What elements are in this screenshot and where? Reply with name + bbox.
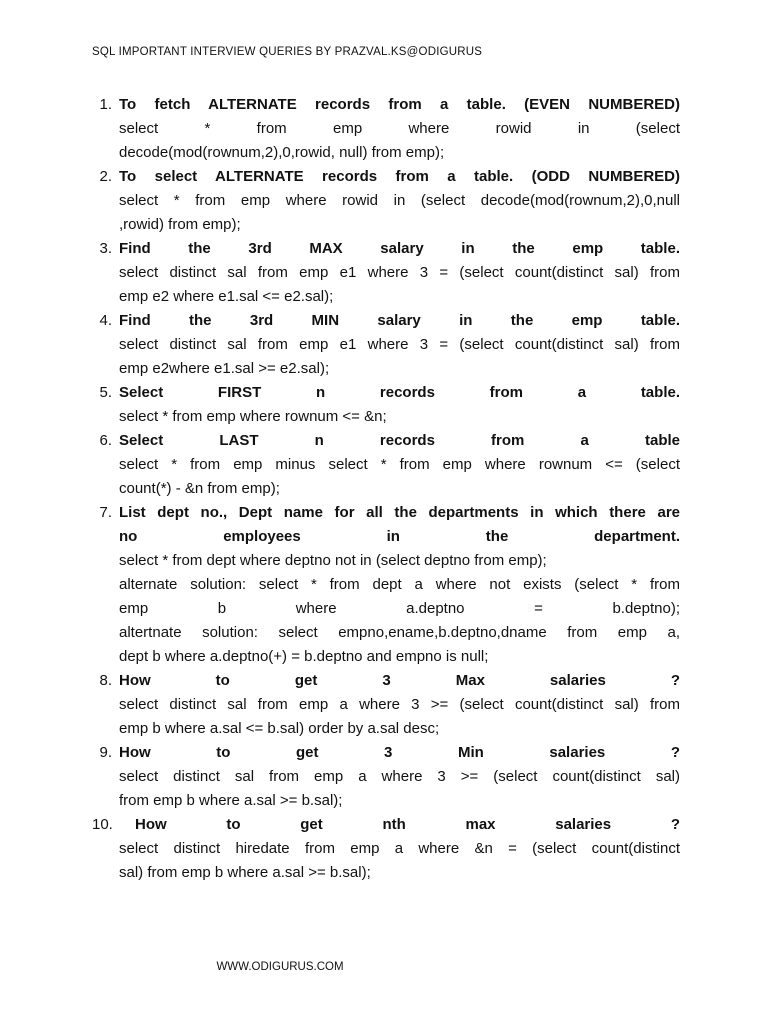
item-body-line: select distinct sal from emp e1 where 3 = (select count(distinct sal) from bbox=[119, 264, 680, 281]
item-number: 7. bbox=[99, 504, 112, 521]
list-item bbox=[92, 429, 680, 501]
item-title: Find the 3rd MIN salary in the emp table. bbox=[119, 312, 680, 329]
item-body-line: count(*) - &n from emp); bbox=[119, 480, 280, 497]
list-item bbox=[92, 381, 680, 429]
item-body-line: select distinct sal from emp a where 3 >= (select count(distinct sal) from bbox=[119, 696, 680, 713]
item-body-line: select * from dept where deptno not in (select deptno from emp); bbox=[119, 552, 547, 569]
item-body-line: ,rowid) from emp); bbox=[119, 216, 241, 233]
item-body-line: sal) from emp b where a.sal >= b.sal); bbox=[119, 864, 371, 881]
item-body-line: emp b where a.deptno = b.deptno); bbox=[119, 600, 680, 617]
item-title: Select FIRST n records from a table. bbox=[119, 384, 680, 401]
footer-website: WWW.ODIGURUS.COM bbox=[216, 961, 344, 973]
list-item bbox=[92, 501, 680, 669]
item-title: How to get nth max salaries ? bbox=[135, 816, 680, 833]
item-body-line: select distinct sal from emp a where 3 >= (select count(distinct sal) bbox=[119, 768, 680, 785]
item-body-line: select distinct sal from emp e1 where 3 = (select count(distinct sal) from bbox=[119, 336, 680, 353]
item-number: 1. bbox=[99, 96, 112, 113]
query-list bbox=[92, 93, 680, 885]
item-number: 6. bbox=[99, 432, 112, 449]
list-item bbox=[92, 669, 680, 741]
list-item bbox=[92, 237, 680, 309]
item-body-line: decode(mod(rownum,2),0,rowid, null) from emp); bbox=[119, 144, 445, 161]
item-number: 8. bbox=[99, 672, 112, 689]
item-title: Find the 3rd MAX salary in the emp table. bbox=[119, 240, 680, 257]
item-title: To fetch ALTERNATE records from a table. (EVEN NUMBERED) bbox=[119, 96, 680, 113]
list-item bbox=[92, 309, 680, 381]
item-title: How to get 3 Max salaries ? bbox=[119, 672, 680, 689]
list-item bbox=[92, 165, 680, 237]
item-body-line: emp b where a.sal <= b.sal) order by a.sal desc; bbox=[119, 720, 440, 737]
item-number: 9. bbox=[99, 744, 112, 761]
item-number: 4. bbox=[99, 312, 112, 329]
item-body-line: alternate solution: select * from dept a where not exists (select * from bbox=[119, 576, 680, 593]
page-header: SQL IMPORTANT INTERVIEW QUERIES BY PRAZVAL.KS@ODIGURUS bbox=[92, 46, 483, 58]
item-body-line: emp e2 where e1.sal <= e2.sal); bbox=[119, 288, 334, 305]
item-title: How to get 3 Min salaries ? bbox=[119, 744, 680, 761]
item-number: 10. bbox=[92, 816, 113, 833]
item-number: 2. bbox=[99, 168, 112, 185]
item-number: 5. bbox=[99, 384, 112, 401]
item-title: List dept no., Dept name for all the departments in which there are bbox=[119, 504, 680, 521]
item-body-line: dept b where a.deptno(+) = b.deptno and empno is null; bbox=[119, 648, 489, 665]
item-title-continued: no employees in the department. bbox=[119, 528, 680, 545]
list-item bbox=[92, 741, 680, 813]
item-body-line: emp e2where e1.sal >= e2.sal); bbox=[119, 360, 330, 377]
list-item bbox=[92, 93, 680, 165]
item-body-line: select * from emp where rownum <= &n; bbox=[119, 408, 387, 425]
list-item bbox=[92, 813, 680, 885]
item-title: Select LAST n records from a table bbox=[119, 432, 680, 449]
item-body-line: select * from emp where rowid in (select bbox=[119, 120, 680, 137]
item-number: 3. bbox=[99, 240, 112, 257]
item-body-line: select * from emp where rowid in (select decode(mod(rownum,2),0,null bbox=[119, 192, 680, 209]
item-title: To select ALTERNATE records from a table. (ODD NUMBERED) bbox=[119, 168, 680, 185]
item-body-line: select * from emp minus select * from emp where rownum <= (select bbox=[119, 456, 680, 473]
item-body-line: select distinct hiredate from emp a where &n = (select count(distinct bbox=[119, 840, 680, 857]
item-body-line: altertnate solution: select empno,ename,b.deptno,dname from emp a, bbox=[119, 624, 680, 641]
page-footer bbox=[0, 961, 768, 973]
item-body-line: from emp b where a.sal >= b.sal); bbox=[119, 792, 343, 809]
